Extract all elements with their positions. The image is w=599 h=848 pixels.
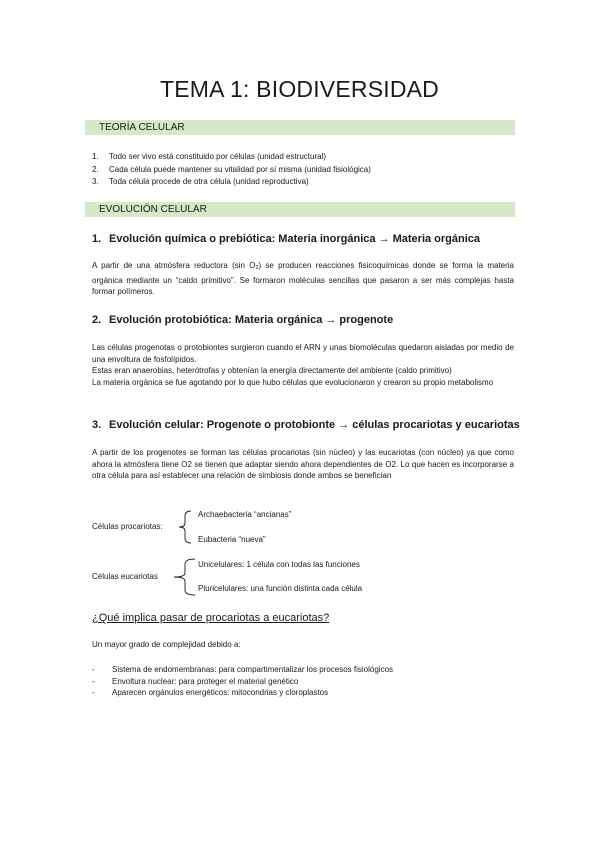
teoria-list xyxy=(92,151,371,189)
brace-icon xyxy=(178,510,192,544)
paragraph-evolucion-protobiotica xyxy=(92,342,514,388)
paragraph-evolucion-quimica xyxy=(92,260,514,298)
paragraph-evolucion-celular: A partir de los progenotes se forman las células procariotas (sin núcleo) y las eucariotas (con núcleo) ya que como ahora la atmósfera tiene O2 se tienen que adaptar siendo ahora dependientes de O2. Lo que hacen es incorporarse a otra célula para así establecer una relación de simbiosis donde ambos se benefician xyxy=(92,448,514,480)
list-text: Todo ser vivo está constituido por células (unidad estructural) xyxy=(109,152,326,161)
dash-bullet: - xyxy=(92,688,95,697)
intro-text: Un mayor grado de complejidad debido a: xyxy=(92,640,241,649)
list-item xyxy=(92,151,371,164)
list-item xyxy=(92,664,393,676)
list-text: Sistema de endomembranas: para compartimentalizar los procesos fisiológicos xyxy=(112,665,394,674)
heading-number: 1. xyxy=(92,233,102,245)
heading-number: 2. xyxy=(92,314,102,326)
heading-evolucion-quimica xyxy=(92,233,480,245)
implications-list xyxy=(92,664,393,699)
list-number: 2. xyxy=(92,164,99,174)
list-item xyxy=(92,676,393,688)
paragraph-line: Las células progenotas o protobiontes surgieron cuando el ARN y unas biomoléculas quedaron aisladas por medio de una envoltura de fosfolípidos. xyxy=(92,343,514,364)
paragraph-line: La materia orgánica se fue agotando por lo que hubo células que evolucionaron y crearon su propio metabolismo xyxy=(92,377,494,387)
subscript: 2 xyxy=(255,265,259,271)
heading-text: Evolución celular: Progenote o protobionte → células procariotas y eucariotas xyxy=(109,419,520,431)
heading-text: Evolución protobiótica: Materia orgánica → progenote xyxy=(109,314,394,326)
list-text: Cada célula puede mantener su vitalidad por sí misma (unidad fisiológica) xyxy=(109,164,371,174)
label-procariotas: Células procariotas: xyxy=(92,522,163,531)
list-item xyxy=(92,164,371,177)
paragraph-line: Estas eran anaerobias, heterótrofas y obtenían la energía directamente del ambiente (caldo primitivo) xyxy=(92,366,452,375)
heading-evolucion-protobiotica xyxy=(92,314,393,326)
section-band-teoria-celular: TEORÍA CELULAR xyxy=(85,120,515,135)
page-title: TEMA 1: BIODIVERSIDAD xyxy=(160,76,439,102)
dash-bullet: - xyxy=(92,676,95,686)
paragraph-text: A partir de una atmósfera reductora (sin O xyxy=(92,261,256,270)
question-heading: ¿Qué implica pasar de procariotas a eucariotas? xyxy=(92,612,330,624)
heading-text: Evolución química o prebiótica: Materia inorgánica → Materia orgánica xyxy=(109,233,481,245)
label-eubacteria: Eubacteria “nueva” xyxy=(198,535,266,544)
list-text: Envoltura nuclear: para proteger el material genético xyxy=(112,676,299,686)
list-number: 1. xyxy=(92,152,99,161)
list-text: Aparecen orgánulos energéticos: mitocondrias y cloroplastos xyxy=(112,688,329,697)
label-pluricelulares: Pluricelulares: una función distinta cada célula xyxy=(198,584,363,593)
list-text: Toda célula procede de otra célula (unidad reproductiva) xyxy=(109,177,309,186)
heading-number: 3. xyxy=(92,419,102,431)
label-eucariotas: Células eucariotas xyxy=(92,572,158,581)
brace-icon xyxy=(172,558,196,596)
label-archaebacteria: Archaebacteria “ancianas” xyxy=(198,510,292,519)
list-number: 3. xyxy=(92,177,99,186)
dash-bullet: - xyxy=(92,665,95,674)
paragraph-text: ) se producen reacciones fisicoquímicas donde se forma la materia orgánica mediante un “caldo primitivo”. Se formaron moléculas sencillas que pasaron a ser más complejas hasta formar polímeros. xyxy=(92,261,515,296)
section-band-evolucion-celular: EVOLUCIÓN CELULAR xyxy=(85,202,515,217)
heading-evolucion-celular xyxy=(92,419,520,431)
list-item xyxy=(92,176,371,189)
label-unicelulares: Unicelulares: 1 célula con todas las funciones xyxy=(198,560,360,569)
list-item xyxy=(92,687,393,699)
